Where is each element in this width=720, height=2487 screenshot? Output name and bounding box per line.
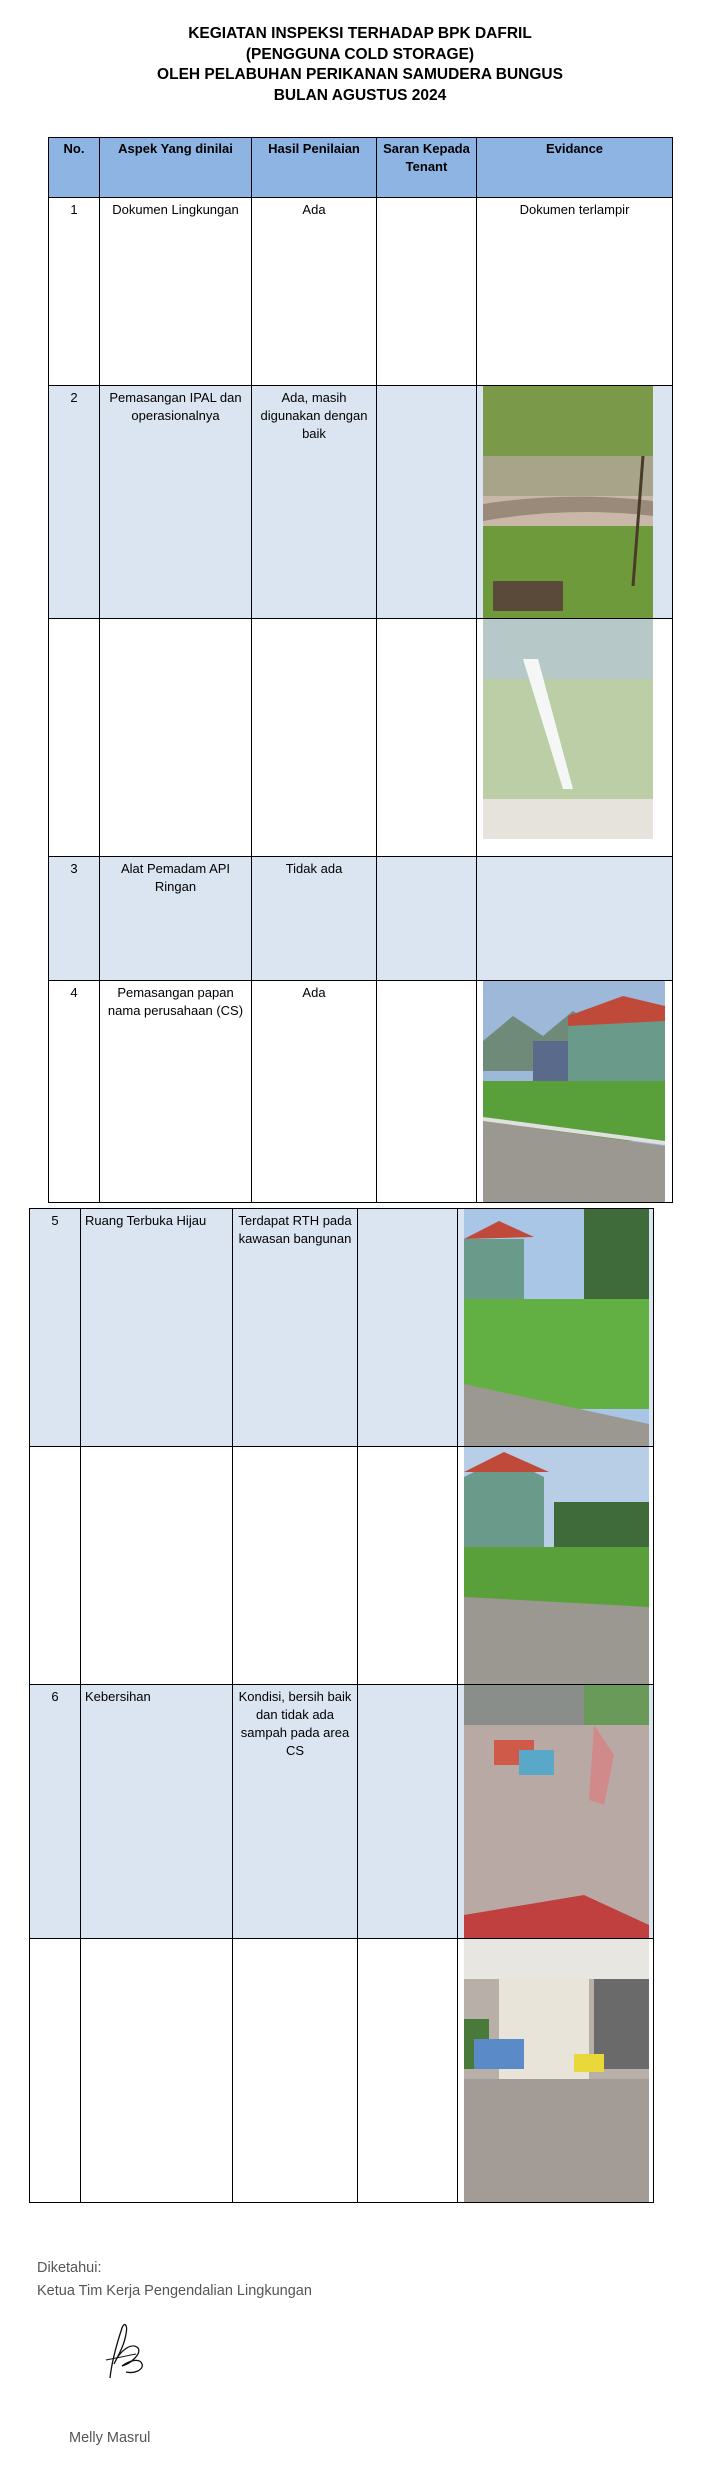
inspection-table-part-2 [29,1208,654,2203]
document-title [0,24,720,106]
cell-hasil: Terdapat RTH pada kawasan bangunan [233,1209,358,1447]
cell-aspek: Pemasangan papan nama perusahaan (CS) [100,981,252,1203]
table-row [30,1447,654,1685]
cell-no: 5 [30,1209,81,1447]
cell-saran [358,1209,458,1447]
cell-hasil [233,1939,358,2203]
cell-saran [377,857,477,981]
cell-hasil: Tidak ada [252,857,377,981]
table-row [30,1939,654,2203]
table-header-row [49,138,673,198]
header-hasil: Hasil Penilaian [252,138,377,198]
cell-aspek: Pemasangan IPAL dan operasionalnya [100,386,252,619]
cell-hasil: Ada [252,981,377,1203]
signatory-position: Ketua Tim Kerja Pengendalian Lingkungan [37,2283,312,2299]
title-line-1: KEGIATAN INSPEKSI TERHADAP BPK DAFRIL [188,25,532,42]
table-row [49,981,673,1203]
cell-saran [358,1685,458,1939]
table-row [30,1209,654,1447]
cell-saran [377,198,477,386]
cell-aspek: Dokumen Lingkungan [100,198,252,386]
cell-evidance [458,1447,654,1685]
table-row [49,857,673,981]
title-line-4: BULAN AGUSTUS 2024 [273,86,447,104]
cell-aspek [81,1939,233,2203]
cell-no [30,1939,81,2203]
cell-aspek [100,619,252,857]
cell-aspek: Kebersihan [81,1685,233,1939]
cell-hasil: Ada, masih digunakan dengan baik [252,386,377,619]
ipal-photo-2 [483,619,653,839]
green-space-photo-1 [464,1209,649,1447]
table-row [49,619,673,857]
cell-saran [377,619,477,857]
header-saran: Saran Kepada Tenant [377,138,477,198]
cell-no: 3 [49,857,100,981]
cell-no: 4 [49,981,100,1203]
cell-saran [377,386,477,619]
cell-saran [358,1939,458,2203]
header-no: No. [49,138,100,198]
inspection-table-part-1 [48,137,673,1203]
cell-evidance [458,1209,654,1447]
cell-evidance: Dokumen terlampir [477,198,673,386]
cell-evidance [477,386,673,619]
cell-no: 6 [30,1685,81,1939]
acknowledged-label: Diketahui: [37,2260,102,2276]
cleanliness-photo-1 [464,1685,649,1939]
cell-no [49,619,100,857]
nameplate-photo [483,981,665,1203]
cell-hasil [233,1447,358,1685]
cell-evidance [458,1939,654,2203]
signatory-name: Melly Masrul [69,2430,151,2446]
title-line-3: OLEH PELABUHAN PERIKANAN SAMUDERA BUNGUS [157,66,563,83]
cleanliness-photo-2 [464,1939,649,2203]
cell-no: 1 [49,198,100,386]
table-row [49,386,673,619]
cell-saran [377,981,477,1203]
cell-saran [358,1447,458,1685]
cell-evidance [477,619,673,857]
header-aspek: Aspek Yang dinilai [100,138,252,198]
cell-evidance [477,857,673,981]
cell-hasil: Ada [252,198,377,386]
cell-aspek: Ruang Terbuka Hijau [81,1209,233,1447]
ipal-photo-1 [483,386,653,619]
green-space-photo-2 [464,1447,649,1685]
title-line-2: (PENGGUNA COLD STORAGE) [245,45,475,63]
cell-evidance [458,1685,654,1939]
signature-image [100,2320,148,2387]
cell-aspek [81,1447,233,1685]
cell-no [30,1447,81,1685]
cell-no: 2 [49,386,100,619]
cell-evidance [477,981,673,1203]
cell-aspek: Alat Pemadam API Ringan [100,857,252,981]
cell-hasil: Kondisi, bersih baik dan tidak ada sampah pada area CS [233,1685,358,1939]
table-row [49,198,673,386]
table-row [30,1685,654,1939]
cell-hasil [252,619,377,857]
header-evidance: Evidance [477,138,673,198]
